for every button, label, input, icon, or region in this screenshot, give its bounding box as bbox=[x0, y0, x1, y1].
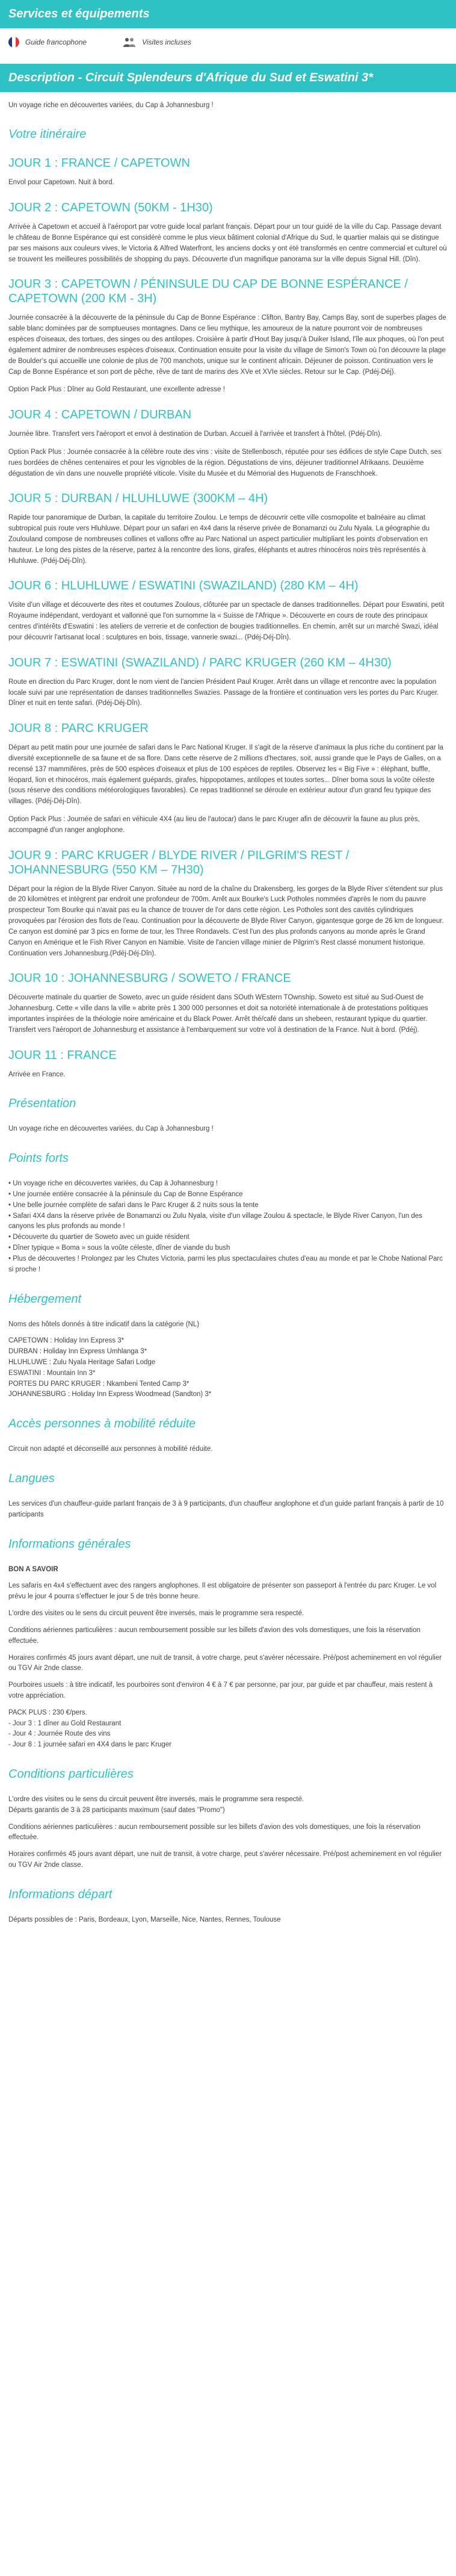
hebergement-title: Hébergement bbox=[8, 1292, 82, 1306]
description-intro: Un voyage riche en découvertes variées, du Cap à Johannesburg ! bbox=[8, 101, 214, 109]
day-paragraph: Départ pour la région de la Blyde River Canyon. Située au nord de la chaîne du Drakensberg, les gorges de la Blyde River s'étendent sur plus de 20 kilomètres et intègrent par endroit une profondeur de 700m. Arrêt aux Bourke's Luck Potholes nommées d'après le nom du pauvre prospecteur Tom Bourke qui n'avait pas eu la chance de trouver de l'or dans cette région. Les Potholes sont des cavités cylindriques provoquées par l'érosion des flots de l'eau. Continuation pour la découverte de Blyde River Canyon, gigantesque gorge de 26 km de longueur. Ce canyon est dominé par 3 pics en forme de tour, les Three Rondavels. C'est l'un des plus profonds canyons au monde après le Grand Canyon en Amérique et le Fish River Canyon en Namibie. Visite de l'ancien village minier de Pilgrim's Rest classé monument historique. Continuation vers Johannesburg.(Pdéj-Déj-Dîn). bbox=[8, 885, 444, 957]
list-item: DURBAN : Holiday Inn Express Umhlanga 3* bbox=[8, 1348, 147, 1356]
list-item: • Plus de découvertes ! Prolongez par les Chutes Victoria, parmi les plus spectaculaires chutes d'eau au monde et par le Chobe National Parc si proche ! bbox=[8, 1255, 443, 1273]
list-item: Pourboires usuels : à titre indicatif, les pourboires sont d'environ 4 € à 7 € par personne, par jour, par guide et par chauffeur, mais restent à votre appréciation. bbox=[8, 1681, 433, 1699]
langues-title: Langues bbox=[8, 1472, 55, 1486]
day-description bbox=[8, 178, 448, 188]
list-item: • Une belle journée complète de safari dans le Parc Kruger & 2 nuits sous la tente bbox=[8, 1201, 259, 1209]
day-paragraph: Découverte matinale du quartier de Soweto, avec un guide résident dans SOuth WEstern TOwnship. Soweto est situé au Sud-Ouest de Johannesburg. Cette « ville dans la ville » abrite près 1 300 000 personnes et doit sa notoriété internationale à de protestations politiques importantes inspirées de la théologie noire américaine et du Black Power. Arrêt thé/café dans un shebeen, restaurant typique du quartier. Transfert vers l'aéroport de Johannesburg et assistance à l'embarquement sur votre vol à destination de la France. Nuit à bord. (Pdéj). bbox=[8, 994, 428, 1034]
list-item: L'ordre des visites ou le sens du circuit peuvent être inversés, mais le programme sera respecté. bbox=[8, 1610, 304, 1618]
day-title: JOUR 8 : PARC KRUGER bbox=[8, 722, 149, 736]
day-title: JOUR 1 : FRANCE / CAPETOWN bbox=[8, 157, 190, 170]
list-item: - Jour 4 : Journée Route des vins bbox=[8, 1730, 111, 1738]
day-title: JOUR 11 : FRANCE bbox=[8, 1048, 117, 1062]
list-item: • Une journée entière consacrée à la péninsule du Cap de Bonne Espérance bbox=[8, 1191, 243, 1199]
list-item: Horaires confirmés 45 jours avant départ, une nuit de transit, à votre charge, peut s'avérer nécessaire. Pré/post acheminement en vol régulier ou TGV Air 2nde classe. bbox=[8, 1654, 442, 1672]
services-banner: Services et équipements bbox=[0, 0, 456, 28]
day-paragraph: Option Pack Plus : Dîner au Gold Restaurant, une excellente adresse ! bbox=[8, 386, 225, 394]
list-item: Départs garantis de 3 à 28 participants maximum (sauf dates "Promo") bbox=[8, 1806, 225, 1814]
day-description bbox=[8, 743, 448, 836]
day-description bbox=[8, 884, 448, 960]
day-paragraph: Rapide tour panoramique de Durban, la capitale du territoire Zoulou. Le temps de découvrir cette ville cosmopolite et balnéaire au climat subtropical puis route vers Hluhluwe. Départ pour un safari en 4x4 dans la réserve privée de Bonamanzi ou Zulu Nyala. La géographie du Zoulouland compose de nombreuses collines et vallons offre au Parc National un aspect particulier multipliant les points d'observation en hauteur. Le long des pistes de la réserve, partez à la rencontre des lions, girafes, éléphants et autres rhinocéros noirs très représentés à Hluhluwe. (Pdéj-Déj-Dîn). bbox=[8, 514, 430, 565]
day-paragraph: Journée libre. Transfert vers l'aéroport et envol à destination de Durban. Accueil à l'arrivée et transfert à l'hôtel. (Pdéj-Dîn). bbox=[8, 430, 382, 438]
list-item: Conditions aériennes particulières : aucun remboursement possible sur les billets d'avion des vols domestiques, une fois la réservation effectuée. bbox=[8, 1823, 421, 1842]
infos-generales-body bbox=[8, 1581, 448, 1751]
list-item: PACK PLUS : 230 €/pers. bbox=[8, 1709, 87, 1716]
bon-a-savoir-title: BON A SAVOIR bbox=[8, 1565, 58, 1573]
acces-pmr-text: Circuit non adapté et déconseillé aux personnes à mobilité réduite. bbox=[8, 1445, 213, 1453]
list-item: • Découverte du quartier de Soweto avec un guide résident bbox=[8, 1234, 189, 1241]
points-forts-list bbox=[8, 1179, 448, 1275]
list-item: - Jour 8 : 1 journée safari en 4X4 dans le parc Kruger bbox=[8, 1741, 172, 1749]
hebergement-intro: Noms des hôtels donnés à titre indicatif dans la catégorie (NL) bbox=[8, 1320, 200, 1328]
day-paragraph: Option Pack Plus : Journée de safari en véhicule 4X4 (au lieu de l'autocar) dans le parc Kruger afin de découvrir la faune au plus près, accompagné d'un ranger anglophone. bbox=[8, 816, 420, 834]
group-icon bbox=[123, 37, 136, 48]
day-description bbox=[8, 222, 448, 265]
presentation-title: Présentation bbox=[8, 1097, 76, 1111]
day-title: JOUR 4 : CAPETOWN / DURBAN bbox=[8, 408, 192, 422]
day-title: JOUR 5 : DURBAN / HLUHLUWE (300KM – 4H) bbox=[8, 492, 268, 506]
day-paragraph: Option Pack Plus : Journée consacrée à la célèbre route des vins : visite de Stellenbosch, réputée pour ses édifices de style Cape Dutch, ses rues bordées de chênes centenaires et pour les vignobles de la région. Dégustations de vins, déjeuner traditionnel Afrikaans. Deuxième dégustation de vin dans une nouvelle propriété viticole. Visite du Musée et du Mémorial des Huguenots de Franschhoek. bbox=[8, 448, 442, 477]
description-banner: Description - Circuit Splendeurs d'Afrique du Sud et Eswatini 3* bbox=[0, 64, 456, 92]
list-item: PORTES DU PARC KRUGER : Nkambeni Tented Camp 3* bbox=[8, 1380, 189, 1388]
service-visits-label: Visites incluses bbox=[142, 38, 191, 46]
day-paragraph: Départ au petit matin pour une journée de safari dans le Parc National Kruger. Il s'agit de la réserve d'animaux la plus riche du continent par la diversité exceptionnelle de sa faune et de sa flore. Dans cette réserve de 2 millions d'hectares, soit, aussi grande que le Pays de Galles, on a recensé 137 mammifères, près de 500 espèces d'oiseaux et plus de 100 espèces de reptiles. Observez les « Big Five » : éléphant, buffle, léopard, lion et rhinocéros, mais également guépards, girafes, hippopotames, antilopes et toutes sortes... Dîner boma sous la voûte céleste (sous réserve des conditions météorologiques favorables). Ce repas traditionnel se déroule en extérieur autour d'un grand feu typique des villages. (Pdéj-Déj-Dîn). bbox=[8, 744, 443, 805]
service-visits bbox=[123, 37, 191, 48]
points-forts-title: Points forts bbox=[8, 1152, 69, 1165]
depart-title: Informations départ bbox=[8, 1887, 112, 1901]
day-paragraph: Arrivée à Capetown et accueil à l'aéroport par votre guide local parlant français. Départ pour un tour guidé de la ville du Cap. Passage devant le château de Bonne Espérance qui est considéré comme le plus vieux bâtiment colonial d'Afrique du Sud, le quartier malais qui se distingue par ses maisons aux couleurs vives, le Victoria & Alfred Waterfront, les anciens docks y ont été transformés en centre commercial et culturel où se trouvent les meilleures possibilités de shopping du pays. Découverte d'un magnifique panorama sur la ville depuis Signal Hill. (Dîn). bbox=[8, 223, 447, 263]
french-flag-icon bbox=[8, 37, 19, 48]
list-item: Conditions aériennes particulières : aucun remboursement possible sur les billets d'avion des vols domestiques, une fois la réservation effectuée. bbox=[8, 1626, 421, 1645]
service-guide bbox=[8, 37, 87, 48]
list-item: Les safaris en 4x4 s'effectuent avec des rangers anglophones. Il est obligatoire de présenter son passeport à l'entrée du parc Kruger. Le vol prévu le jour 4 pourra s'effectuer le jour 5 de très bonne heure. bbox=[8, 1582, 437, 1601]
day-description bbox=[8, 677, 448, 709]
day-paragraph: Envol pour Capetown. Nuit à bord. bbox=[8, 179, 114, 187]
conditions-body bbox=[8, 1795, 448, 1871]
list-item: • Un voyage riche en découvertes variées, du Cap à Johannesburg ! bbox=[8, 1180, 218, 1188]
itinerary bbox=[8, 156, 448, 1080]
day-title: JOUR 9 : PARC KRUGER / BLYDE RIVER / PILGRIM'S REST / JOHANNESBURG (550 KM – 7H30) bbox=[8, 848, 350, 877]
itinerary-title: Votre itinéraire bbox=[8, 128, 87, 141]
list-item: HLUHLUWE : Zulu Nyala Heritage Safari Lodge bbox=[8, 1358, 156, 1366]
day-description bbox=[8, 313, 448, 396]
day-title: JOUR 3 : CAPETOWN / PÉNINSULE DU CAP DE BONNE ESPÉRANCE / CAPETOWN (200 KM - 3H) bbox=[8, 278, 408, 306]
list-item: - Jour 3 : 1 dîner au Gold Restaurant bbox=[8, 1719, 122, 1727]
service-guide-label: Guide francophone bbox=[25, 38, 87, 46]
presentation-text: Un voyage riche en découvertes variées, du Cap à Johannesburg ! bbox=[8, 1125, 214, 1133]
day-paragraph: Visite d'un village et découverte des rites et coutumes Zoulous, clôturée par un spectacle de danses traditionnelles. Départ pour Eswatini, petit Royaume indépendant, verdoyant et vallonné que l'on surnomme la « Suisse de l'Afrique ». Découverte en cours de route des principaux centres d'intérêts d'Eswatini : les ateliers de verrerie et de confection de bougies traditionnelles. En chemin, arrêt sur un marché Swazi, idéal pour découvrir l'artisanat local : sculptures en bois, tissage, vannerie swazi... (Pdéj-Déj-Dîn). bbox=[8, 601, 445, 641]
list-item: L'ordre des visites ou le sens du circuit peuvent être inversés, mais le programme sera respecté. bbox=[8, 1796, 304, 1804]
day-description bbox=[8, 429, 448, 479]
day-title: JOUR 7 : ESWATINI (SWAZILAND) / PARC KRUGER (260 KM – 4H30) bbox=[8, 656, 392, 669]
list-item: JOHANNESBURG : Holiday Inn Express Woodmead (Sandton) 3* bbox=[8, 1391, 212, 1398]
list-item: ESWATINI : Mountain Inn 3* bbox=[8, 1369, 96, 1377]
day-paragraph: Arrivée en France. bbox=[8, 1070, 66, 1078]
list-item: • Dîner typique « Boma » sous la voûte céleste, dîner de viande du bush bbox=[8, 1244, 230, 1252]
langues-text: Les services d'un chauffeur-guide parlant français de 3 à 9 participants, d'un chauffeur anglophone et d'un guide parlant français à partir de 10 participants bbox=[8, 1500, 444, 1518]
list-item: Horaires confirmés 45 jours avant départ, une nuit de transit, à votre charge, peut s'avérer nécessaire. Pré/post acheminement en vol régulier ou TGV Air 2nde classe. bbox=[8, 1851, 442, 1869]
conditions-title: Conditions particulières bbox=[8, 1768, 134, 1781]
hotel-list bbox=[8, 1336, 448, 1400]
acces-pmr-title: Accès personnes à mobilité réduite bbox=[8, 1417, 196, 1431]
infos-generales-title: Informations générales bbox=[8, 1537, 131, 1551]
day-paragraph: Route en direction du Parc Kruger, dont le nom vient de l'ancien Président Paul Kruger. Arrêt dans un village et rencontre avec la population locale suivi par une représentation de danses traditionnelles Swazies. Passage de la frontière et continuation vers les portes du Parc Kruger. Dîner et nuit en tente safari. (Pdéj-Déj-Dîn). bbox=[8, 678, 439, 707]
day-description bbox=[8, 993, 448, 1035]
day-description bbox=[8, 1070, 448, 1081]
day-title: JOUR 2 : CAPETOWN (50KM - 1H30) bbox=[8, 201, 213, 215]
day-title: JOUR 10 : JOHANNESBURG / SOWETO / FRANCE bbox=[8, 972, 291, 985]
list-item: CAPETOWN : Holiday Inn Express 3* bbox=[8, 1337, 125, 1345]
day-description bbox=[8, 513, 448, 566]
list-item: • Safari 4X4 dans la réserve privée de Bonamanzi ou Zulu Nyala, visite d'un village Zoulou & spectacle, le Blyde River Canyon, l'un des canyons les plus profonds au monde ! bbox=[8, 1212, 422, 1231]
day-title: JOUR 6 : HLUHLUWE / ESWATINI (SWAZILAND) (280 KM – 4H) bbox=[8, 579, 359, 593]
day-description bbox=[8, 600, 448, 643]
services-list bbox=[0, 28, 456, 59]
day-paragraph: Journée consacrée à la découverte de la péninsule du Cap de Bonne Espérance : Clifton, Bantry Bay, Camps Bay, sont de superbes plages de sable blanc dominées par de somptueuses montagnes. Dans ce lieu mythique, les amoureux de la nature pourront voir de nombreuses espèces d'oiseaux, des tortues, des singes ou des antilopes. Croisière à partir d'Hout Bay jusqu'à Duiker Island, l'île aux phoques, où l'on peut également admirer de nombreuses espèces d'oiseaux. Continuation ensuite pour la visite du village de Simon's Town où l'on découvre la plage de Boulder's qui accueille une colonie de plus de 700 manchots, unique sur le continent africain. Déjeuner de poisson. Continuation vers le Cap de Bonne Espérance et son port de pêche, rêve de tant de marins des XVe et XVIe siècles. Retour sur le Cap. (Pdéj-Déj). bbox=[8, 314, 446, 376]
depart-text: Départs possibles de : Paris, Bordeaux, Lyon, Marseille, Nice, Nantes, Rennes, Toulouse bbox=[8, 1916, 281, 1923]
